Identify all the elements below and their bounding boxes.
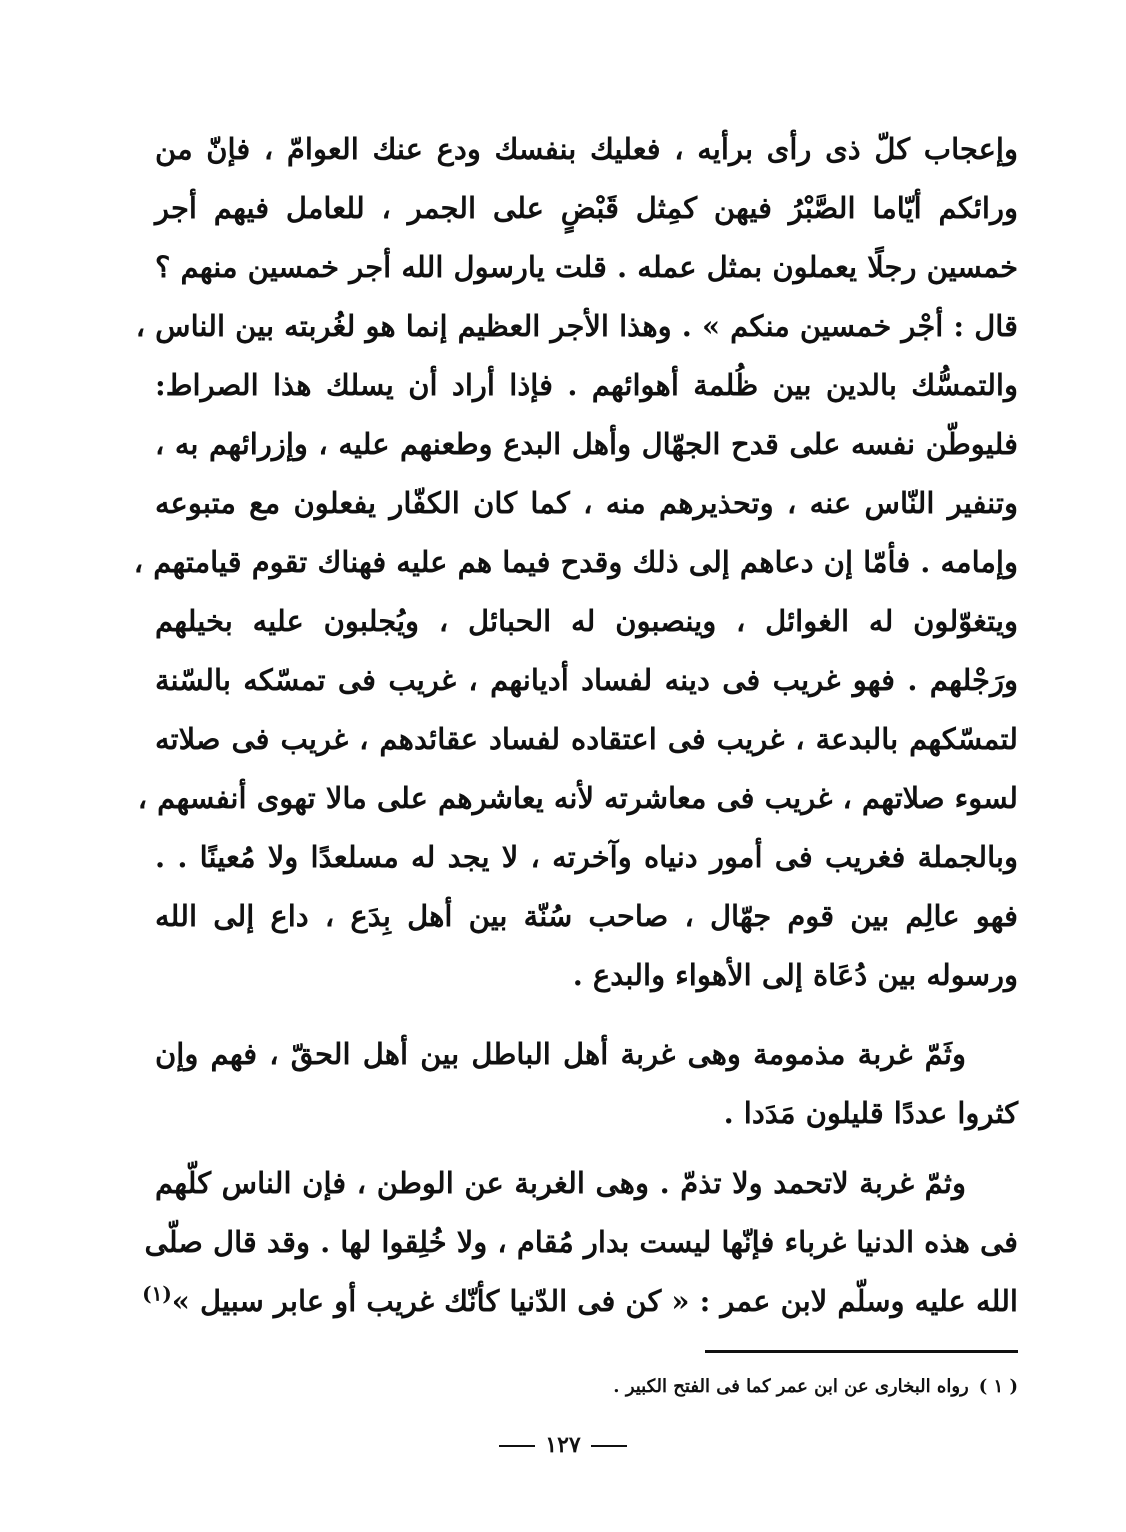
footnote xyxy=(613,1373,1018,1401)
text-line: فليوطّن نفسه على قدح الجهّال وأهل البدع وطعنهم عليه ، وإزرائهم به ، xyxy=(155,427,1018,461)
text-line: ورسوله بين دُعَاة إلى الأهواء والبدع . xyxy=(572,958,1018,992)
text-line: ورَجْلهم . فهو غريب فى دينه لفساد أديانهم ، غريب فى تمسّكه بالسّنة xyxy=(155,663,1018,697)
text-line: وإعجاب كلّ ذى رأى برأيه ، فعليك بنفسك ودع عنك العوامّ ، فإنّ من xyxy=(155,132,1018,166)
text-line: فى هذه الدنيا غرباء فإنّها ليست بدار مُقام ، ولا خُلِقوا لها . وقد قال صلّى xyxy=(144,1225,1018,1259)
text-line: فهو عالِم بين قوم جهّال ، صاحب سُنّة بين أهل بِدَع ، داع إلى الله xyxy=(155,899,1018,933)
paragraph-3 xyxy=(142,1154,1018,1331)
page-number-value: ١٢٧ xyxy=(545,1432,581,1458)
text-line: كثروا عددًا قليلون مَدَدا . xyxy=(723,1096,1018,1130)
text-line: لسوء صلاتهم ، غريب فى معاشرته لأنه يعاشرهم على مالا تهوى أنفسهم ، xyxy=(137,781,1018,815)
text-line xyxy=(142,1272,1018,1331)
paragraph-1 xyxy=(133,120,1018,1005)
page-number-dash-left xyxy=(499,1445,535,1447)
text-line: ويتغوّلون له الغوائل ، وينصبون له الحبائل ، ويُجلبون عليه بخيلهم xyxy=(155,604,1018,638)
text-line: وتنفير النّاس عنه ، وتحذيرهم منه ، كما كان الكفّار يفعلون مع متبوعه xyxy=(155,486,1018,520)
footnote-marker: (١) xyxy=(142,1281,172,1306)
footnote-number: ( ١ ) xyxy=(978,1376,1018,1397)
text-line: وإمامه . فأمّا إن دعاهم إلى ذلك وقدح فيما هم عليه فهناك تقوم قيامتهم ، xyxy=(133,545,1018,579)
page-number-dash-right xyxy=(591,1445,627,1447)
text-line: والتمسُّك بالدين بين ظُلمة أهوائهم . فإذا أراد أن يسلك هذا الصراط: xyxy=(155,368,1018,402)
paragraph-2 xyxy=(155,1025,1018,1143)
text-line: خمسين رجلًا يعملون بمثل عمله . قلت يارسول الله أجر خمسين منهم ؟ xyxy=(155,250,1018,284)
footnote-text: رواه البخارى عن ابن عمر كما فى الفتح الكبير . xyxy=(613,1376,969,1397)
footnote-divider xyxy=(705,1350,1018,1353)
text-line: قال : أجْر خمسين منكم » . وهذا الأجر العظيم إنما هو لغُربته بين الناس ، xyxy=(135,309,1018,343)
text-line-content: الله عليه وسلّم لابن عمر : « كن فى الدّنيا كأنّك غريب أو عابر سبيل » xyxy=(171,1284,1018,1318)
page-number xyxy=(0,1428,1126,1462)
text-line: ورائكم أيّاما الصَّبْرُ فيهن كمِثل قَبْضٍ على الجمر ، للعامل فيهم أجر xyxy=(155,191,1018,225)
text-line: وثمّ غربة لاتحمد ولا تذمّ . وهى الغربة عن الوطن ، فإن الناس كلّهم xyxy=(155,1166,966,1200)
text-line: وثَمّ غربة مذمومة وهى غربة أهل الباطل بين أهل الحقّ ، فهم وإن xyxy=(155,1037,966,1071)
text-line: لتمسّكهم بالبدعة ، غريب فى اعتقاده لفساد عقائدهم ، غريب فى صلاته xyxy=(155,722,1018,756)
text-line: وبالجملة فغريب فى أمور دنياه وآخرته ، لا يجد له مسلعدًا ولا مُعينًا . . xyxy=(155,840,1018,874)
